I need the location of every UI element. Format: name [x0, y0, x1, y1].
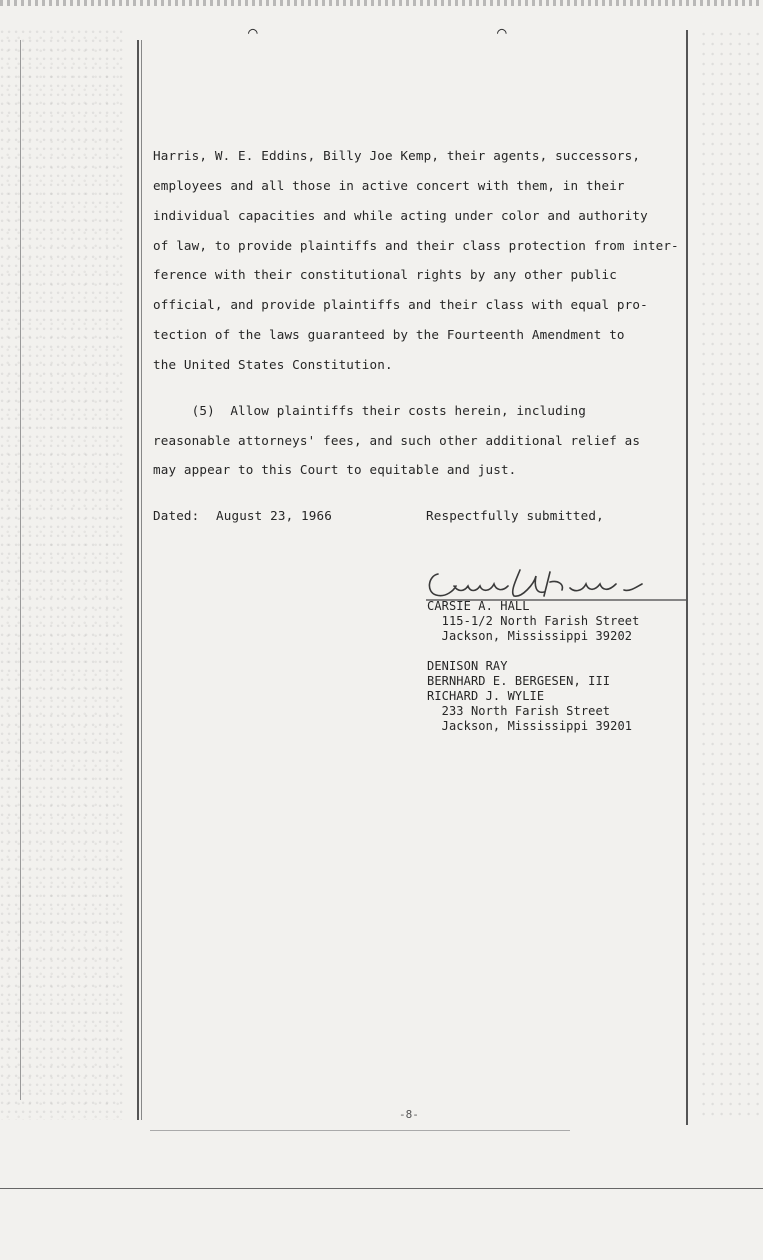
hole-punch-mark-right: ⌒	[497, 22, 507, 41]
attorney-line: RICHARD J. WYLIE	[427, 689, 545, 703]
body-line: Harris, W. E. Eddins, Billy Joe Kemp, their agents, successors,	[153, 148, 641, 163]
body-line: tection of the laws guaranteed by the Fourteenth Amendment to	[153, 327, 625, 342]
attorney-line: Jackson, Mississippi 39202	[427, 629, 633, 643]
scan-left-margin-noise	[0, 30, 125, 1120]
body-line: individual capacities and while acting under color and authority	[153, 208, 648, 223]
attorney-line: 233 North Farish Street	[427, 704, 611, 718]
dated-value: August 23, 1966	[216, 508, 332, 523]
relief-line: (5) Allow plaintiffs their costs herein, including	[153, 403, 586, 418]
left-margin-rule-inner	[141, 40, 142, 1120]
page-number: -8-	[399, 1108, 419, 1121]
footer-rule	[150, 1130, 570, 1131]
left-margin-rule	[137, 40, 139, 1120]
attorney-line: 115-1/2 North Farish Street	[427, 614, 640, 628]
left-edge-rule	[20, 40, 21, 1100]
body-line: employees and all those in active concert with them, in their	[153, 178, 625, 193]
relief-line: may appear to this Court to equitable and just.	[153, 462, 517, 477]
hole-punch-mark-left: ⌒	[248, 22, 258, 41]
attorney-line: Jackson, Mississippi 39201	[427, 719, 633, 733]
attorney-line: CARSIE A. HALL	[427, 599, 530, 613]
attorney-line: BERNHARD E. BERGESEN, III	[427, 674, 611, 688]
dated-label: Dated:	[153, 508, 200, 523]
closing-text: Respectfully submitted,	[426, 508, 604, 523]
bottom-edge-rule	[0, 1188, 763, 1189]
body-line: official, and provide plaintiffs and their class with equal pro-	[153, 297, 648, 312]
body-line: of law, to provide plaintiffs and their class protection from inter-	[153, 238, 679, 253]
scan-right-margin-noise	[700, 30, 763, 1120]
body-line: ference with their constitutional rights by any other public	[153, 267, 617, 282]
scan-top-edge	[0, 0, 763, 6]
body-line: the United States Constitution.	[153, 357, 393, 372]
attorney-line: DENISON RAY	[427, 659, 508, 673]
relief-line: reasonable attorneys' fees, and such other additional relief as	[153, 433, 641, 448]
